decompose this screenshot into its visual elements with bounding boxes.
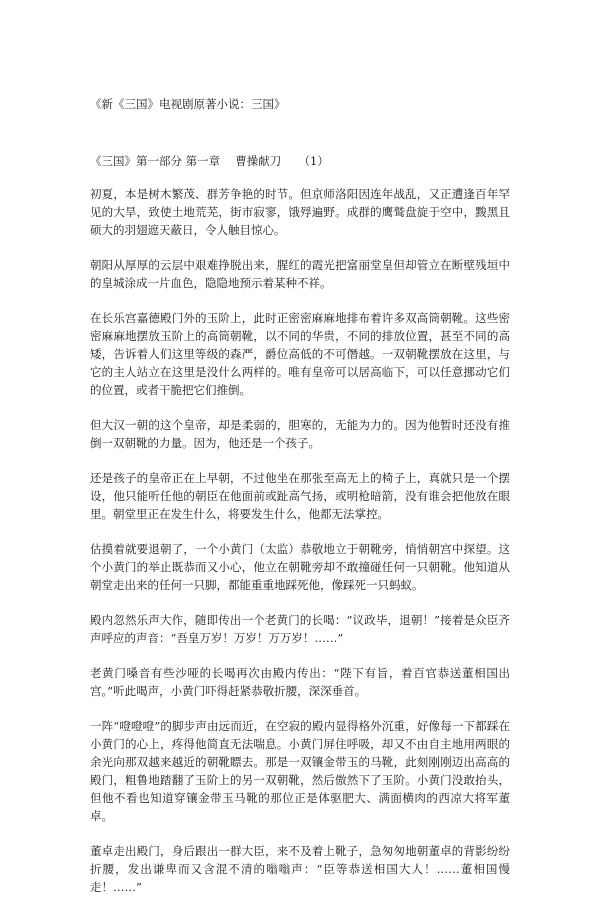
paragraph: 一阵“噔噔噔”的脚步声由远而近，在空寂的殿内显得格外沉重，好像每一下都踩在小黄门的心上，疼得他简直无法喘息。小黄门屏住呼吸，却又不由自主地用两眼的余光向那双越来越近的朝靴瞟去。那是一双镶金带玉的马靴，此刻刚刚迈出高高的殿门，粗鲁地踏翻了玉阶上的另一双朝靴，然后傲然下了玉阶。小黄门没敢抬头，但他不看也知道穿镶金带玉马靴的那位正是体驱肥大、满面横肉的西凉大将军董卓。 (90, 719, 510, 823)
paragraph: 董卓走出殿门，身后跟出一群大臣，来不及着上靴子，急匆匆地朝董卓的背影纷纷折腰，发出谦卑而又含混不清的嗡嗡声：“臣等恭送相国大人！……董相国慢走！……” (90, 844, 510, 894)
paragraph: 还是孩子的皇帝正在上早朝，不过他坐在那张至高无上的椅子上，真就只是一个摆设，他只能听任他的朝臣在他面前或趾高气扬，或明枪暗箭，没有谁会把他放在眼里。朝堂里正在发生什么，将要发生什么，他都无法掌控。 (90, 471, 510, 521)
paragraph: 殿内忽然乐声大作，随即传出一个老黄门的长喝：“议政毕，退朝！”接着是众臣齐声呼应的声音：“吾皇万岁！万岁！万万岁！……” (90, 613, 510, 645)
paragraph: 在长乐宫嘉德殿门外的玉阶上，此时正密密麻麻地排布着许多双高筒朝靴。这些密密麻麻地摆放玉阶上的高筒朝靴，以不同的华贵，不同的排放位置，甚至不同的高矮，告诉着人们这里等级的森严，爵位高低的不可僭越。一双朝靴摆放在这里，与它的主人站立在这里是没什么两样的。唯有皇帝可以居高临下，可以任意挪动它们的位置，或者干脆把它们推倒。 (90, 311, 510, 397)
chapter-title: 《三国》第一部分 第一章 曹操献刀 （1） (90, 154, 329, 168)
paragraph: 但大汉一朝的这个皇帝，却是柔弱的，胆寒的，无能为力的。因为他暂时还没有推倒一双朝靴的力量。因为，他还是一个孩子。 (90, 418, 510, 450)
paragraph: 老黄门嗓音有些沙哑的长喝再次由殿内传出：“陛下有旨，着百官恭送董相国出宫。”听此喝声，小黄门吓得赶紧恭敬折腰，深深垂首。 (90, 666, 510, 698)
book-title: 《新《三国》电视剧原著小说：三国》 (90, 97, 286, 111)
document-page (90, 96, 510, 913)
paragraph: 初夏，本是树木繁茂、群芳争艳的时节。但京师洛阳因连年战乱，又正遭逢百年罕见的大旱，致使土地荒芜，街市寂寥，饿殍遍野。成群的鹰鹫盘旋于空中，黢黑且硕大的羽翅遮天蔽日，令人触目惊心。 (90, 187, 510, 237)
paragraph: 估摸着就要退朝了，一个小黄门（太监）恭敬地立于朝靴旁，悄悄朝宫中探望。这个小黄门的举止既恭而又小心，他立在朝靴旁却不敢撞碰任何一只朝靴。他知道从朝堂走出来的任何一只脚，都能重重地踩死他，像踩死一只蚂蚁。 (90, 542, 510, 592)
paragraph: 朝阳从厚厚的云层中艰难挣脱出来，腥红的霞光把富丽堂皇但却管立在断壁残垣中的皇城涂成一片血色，隐隐地预示着某种不祥。 (90, 258, 510, 290)
